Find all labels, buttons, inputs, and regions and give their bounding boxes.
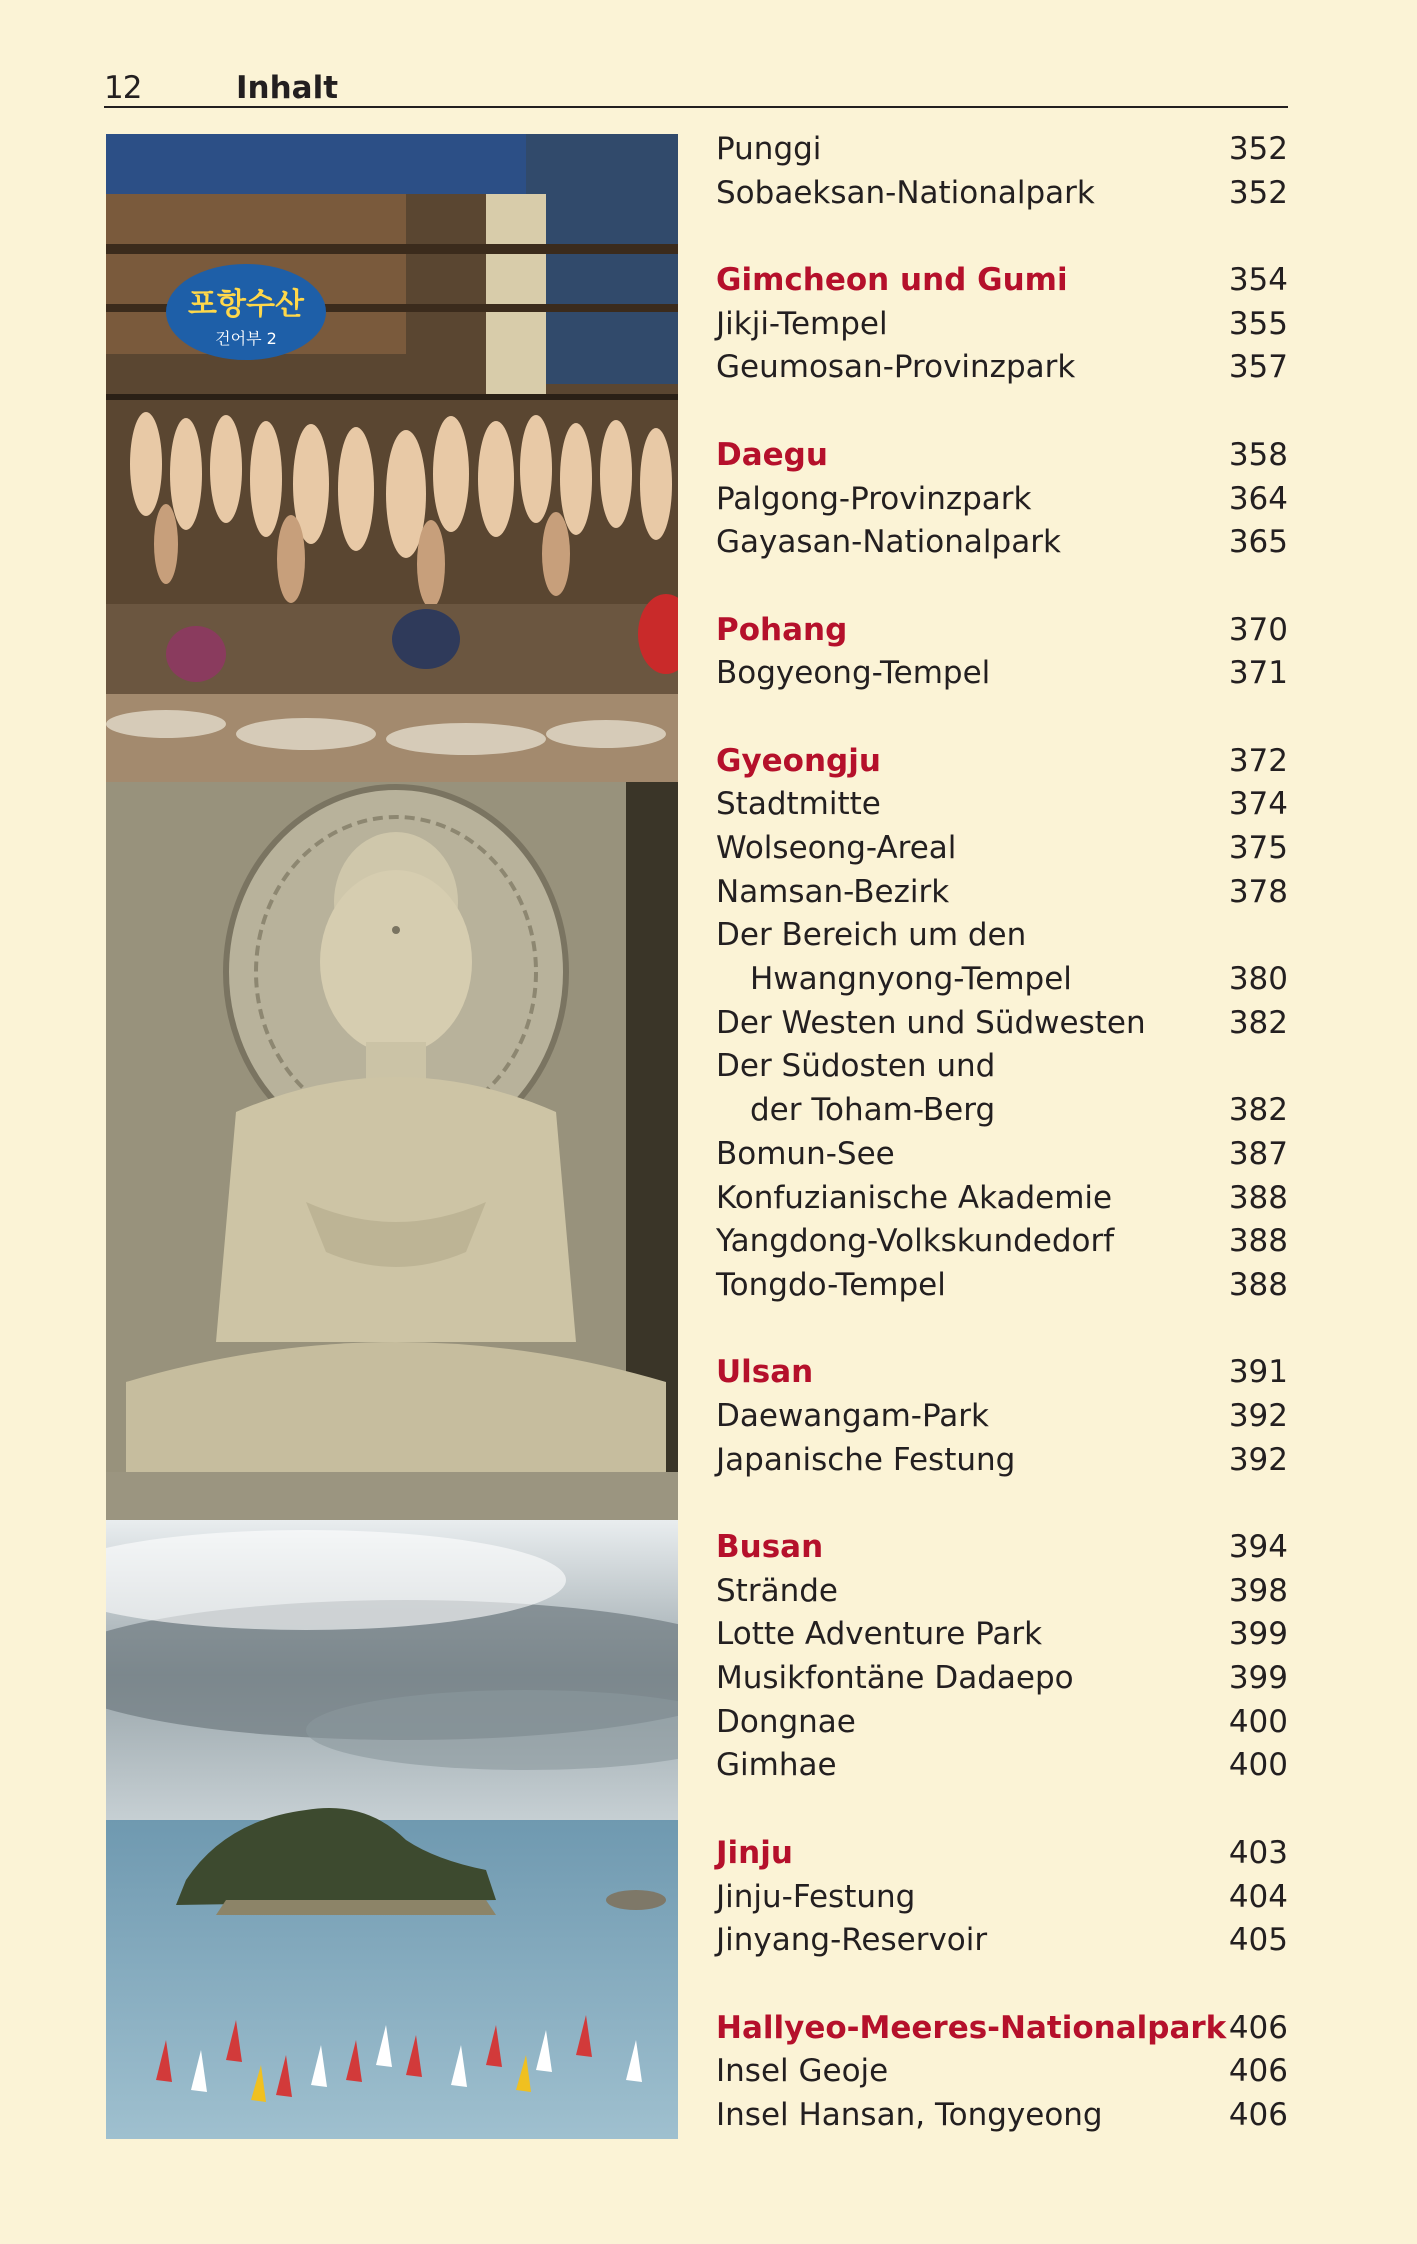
toc-section-heading[interactable] [716,1351,1288,1395]
toc-entry-title: Jikji-Tempel [716,305,888,342]
market-sign-text: 포항수산 [188,287,304,322]
toc-entry-page: 382 [1228,1092,1288,1129]
toc-entry-page: 400 [1228,1703,1288,1740]
toc-entry-title: Jinju [716,1834,793,1871]
toc-entry[interactable] [716,1220,1288,1264]
toc-entry[interactable] [716,1089,1288,1133]
toc-entry-title: Busan [716,1529,824,1565]
toc-entry-page: 378 [1228,873,1288,910]
toc-entry-title: Hwangnyong-Tempel [750,961,1072,998]
toc-entry[interactable] [716,1657,1288,1701]
toc-entry-title: der Toham-Berg [750,1092,996,1129]
toc-entry-page: 365 [1228,524,1288,561]
toc-entry[interactable] [716,2094,1288,2138]
toc-entry-title: Palgong-Provinzpark [716,480,1032,517]
toc-entry-title: Namsan-Bezirk [716,873,950,910]
toc-entry-title: Strände [716,1572,838,1609]
toc-entry-page: 358 [1228,436,1288,473]
toc-entry-page: 371 [1228,655,1288,692]
toc-entry-title: Hallyeo-Meeres-Nationalpark [716,2009,1227,2046]
toc-entry-page: 388 [1228,1266,1288,1303]
market-sign-subtext: 건어부 2 [215,329,277,348]
toc-entry[interactable] [716,346,1288,390]
toc-entry[interactable] [716,1395,1288,1439]
toc-entry[interactable] [716,1570,1288,1614]
toc-entry-title: Tongdo-Tempel [716,1266,946,1303]
toc-entry[interactable] [716,914,1288,958]
toc-entry-page: 380 [1228,961,1288,998]
toc-entry-page: 391 [1228,1354,1288,1391]
toc-section-heading[interactable] [716,1832,1288,1876]
buddha-statue-photo [106,782,678,1520]
toc-entry-title: Jinju-Festung [716,1878,916,1915]
toc-entry[interactable] [716,1177,1288,1221]
toc-entry-title: Sobaeksan-Nationalpark [716,174,1095,211]
toc-entry-page: 388 [1228,1179,1288,1216]
toc-entry-title: Bomun-See [716,1135,895,1172]
fish-market-photo [106,134,678,782]
toc-entry-page: 400 [1228,1747,1288,1784]
toc-section-heading[interactable] [716,1526,1288,1570]
toc-entry-page: 406 [1228,2009,1288,2046]
photo-column [106,134,678,2139]
toc-section-heading[interactable] [716,609,1288,653]
toc-entry-title: Gayasan-Nationalpark [716,524,1061,561]
toc-entry[interactable] [716,958,1288,1002]
toc-entry[interactable] [716,172,1288,216]
header-rule [104,106,1288,108]
toc-entry-title: Punggi [716,131,822,167]
toc-entry-title: Insel Hansan, Tongyeong [716,2096,1103,2133]
toc-entry-page: 399 [1228,1660,1288,1697]
toc-entry-title: Der Bereich um den [716,917,1027,954]
toc-entry-title: Der Südosten und [716,1048,996,1085]
toc-entry-page: 374 [1228,786,1288,823]
toc-entry-page: 382 [1228,1004,1288,1041]
toc-entry-page: 387 [1228,1135,1288,1172]
toc-entry[interactable] [716,1264,1288,1308]
toc-entry-page: 406 [1228,2096,1288,2133]
toc-entry[interactable] [716,1613,1288,1657]
toc-entry[interactable] [716,1002,1288,1046]
toc-entry[interactable] [716,1439,1288,1483]
toc-entry-title: Bogyeong-Tempel [716,655,991,692]
toc-entry-page: 364 [1228,480,1288,517]
toc-entry-title: Dongnae [716,1703,856,1740]
toc-entry-title: Daewangam-Park [716,1397,989,1434]
toc-entry[interactable] [716,1133,1288,1177]
page-number: 12 [104,70,142,106]
toc-entry[interactable] [716,1701,1288,1745]
toc-entry-title: Insel Geoje [716,2053,889,2090]
toc-entry-page: 392 [1228,1397,1288,1434]
running-head: Inhalt [236,70,339,106]
toc-entry-page: 394 [1228,1529,1288,1565]
toc-entry[interactable] [716,652,1288,696]
toc-section-heading[interactable] [716,259,1288,303]
toc-entry-page: 357 [1228,349,1288,386]
toc-entry-page: 405 [1228,1922,1288,1959]
toc-section-heading[interactable] [716,434,1288,478]
toc-entry[interactable] [716,1045,1288,1089]
toc-entry[interactable] [716,521,1288,565]
toc-entry[interactable] [716,1744,1288,1788]
toc-entry-page: 375 [1228,830,1288,866]
toc-entry[interactable] [716,128,1288,172]
toc-entry-title: Musikfontäne Dadaepo [716,1660,1074,1697]
toc-entry-title: Japanische Festung [716,1441,1016,1478]
toc-entry-title: Daegu [716,436,828,473]
toc-entry-title: Der Westen und Südwesten [716,1004,1146,1041]
island-sea-photo [106,1520,678,2139]
toc-entry[interactable] [716,2050,1288,2094]
table-of-contents [716,128,1288,2138]
toc-section-heading[interactable] [716,740,1288,784]
toc-entry-page: 404 [1228,1878,1288,1915]
toc-entry-title: Gyeongju [716,742,881,779]
toc-entry[interactable] [716,871,1288,915]
toc-entry-title: Yangdong-Volkskundedorf [716,1223,1115,1260]
toc-entry[interactable] [716,783,1288,827]
toc-entry-page: 403 [1228,1834,1288,1871]
toc-entry-page: 355 [1228,305,1288,342]
toc-entry-title: Konfuzianische Akademie [716,1179,1113,1216]
toc-entry-title: Gimhae [716,1747,837,1784]
toc-entry-page: 352 [1228,131,1288,167]
toc-entry[interactable] [716,478,1288,522]
toc-entry[interactable] [716,1876,1288,1920]
toc-entry-page: 399 [1228,1616,1288,1653]
toc-entry[interactable] [716,303,1288,347]
toc-entry-page: 354 [1228,262,1288,299]
toc-entry-title: Geumosan-Provinzpark [716,349,1076,386]
toc-entry[interactable] [716,827,1288,871]
toc-entry-page: 352 [1228,174,1288,211]
toc-entry-page: 392 [1228,1441,1288,1478]
toc-section-heading[interactable] [716,2007,1288,2051]
toc-entry-page: 398 [1228,1572,1288,1609]
toc-entry-page: 370 [1228,611,1288,648]
toc-entry-page: 406 [1228,2053,1288,2090]
toc-entry-title: Pohang [716,611,848,648]
toc-entry-title: Ulsan [716,1354,814,1391]
toc-entry-page: 372 [1228,742,1288,779]
toc-entry-title: Gimcheon und Gumi [716,262,1068,299]
toc-entry-title: Jinyang-Reservoir [716,1922,988,1959]
toc-entry-title: Stadtmitte [716,786,881,823]
toc-entry[interactable] [716,1919,1288,1963]
toc-entry-title: Wolseong-Areal [716,830,957,866]
toc-entry-title: Lotte Adventure Park [716,1616,1043,1653]
toc-entry-page: 388 [1228,1223,1288,1260]
